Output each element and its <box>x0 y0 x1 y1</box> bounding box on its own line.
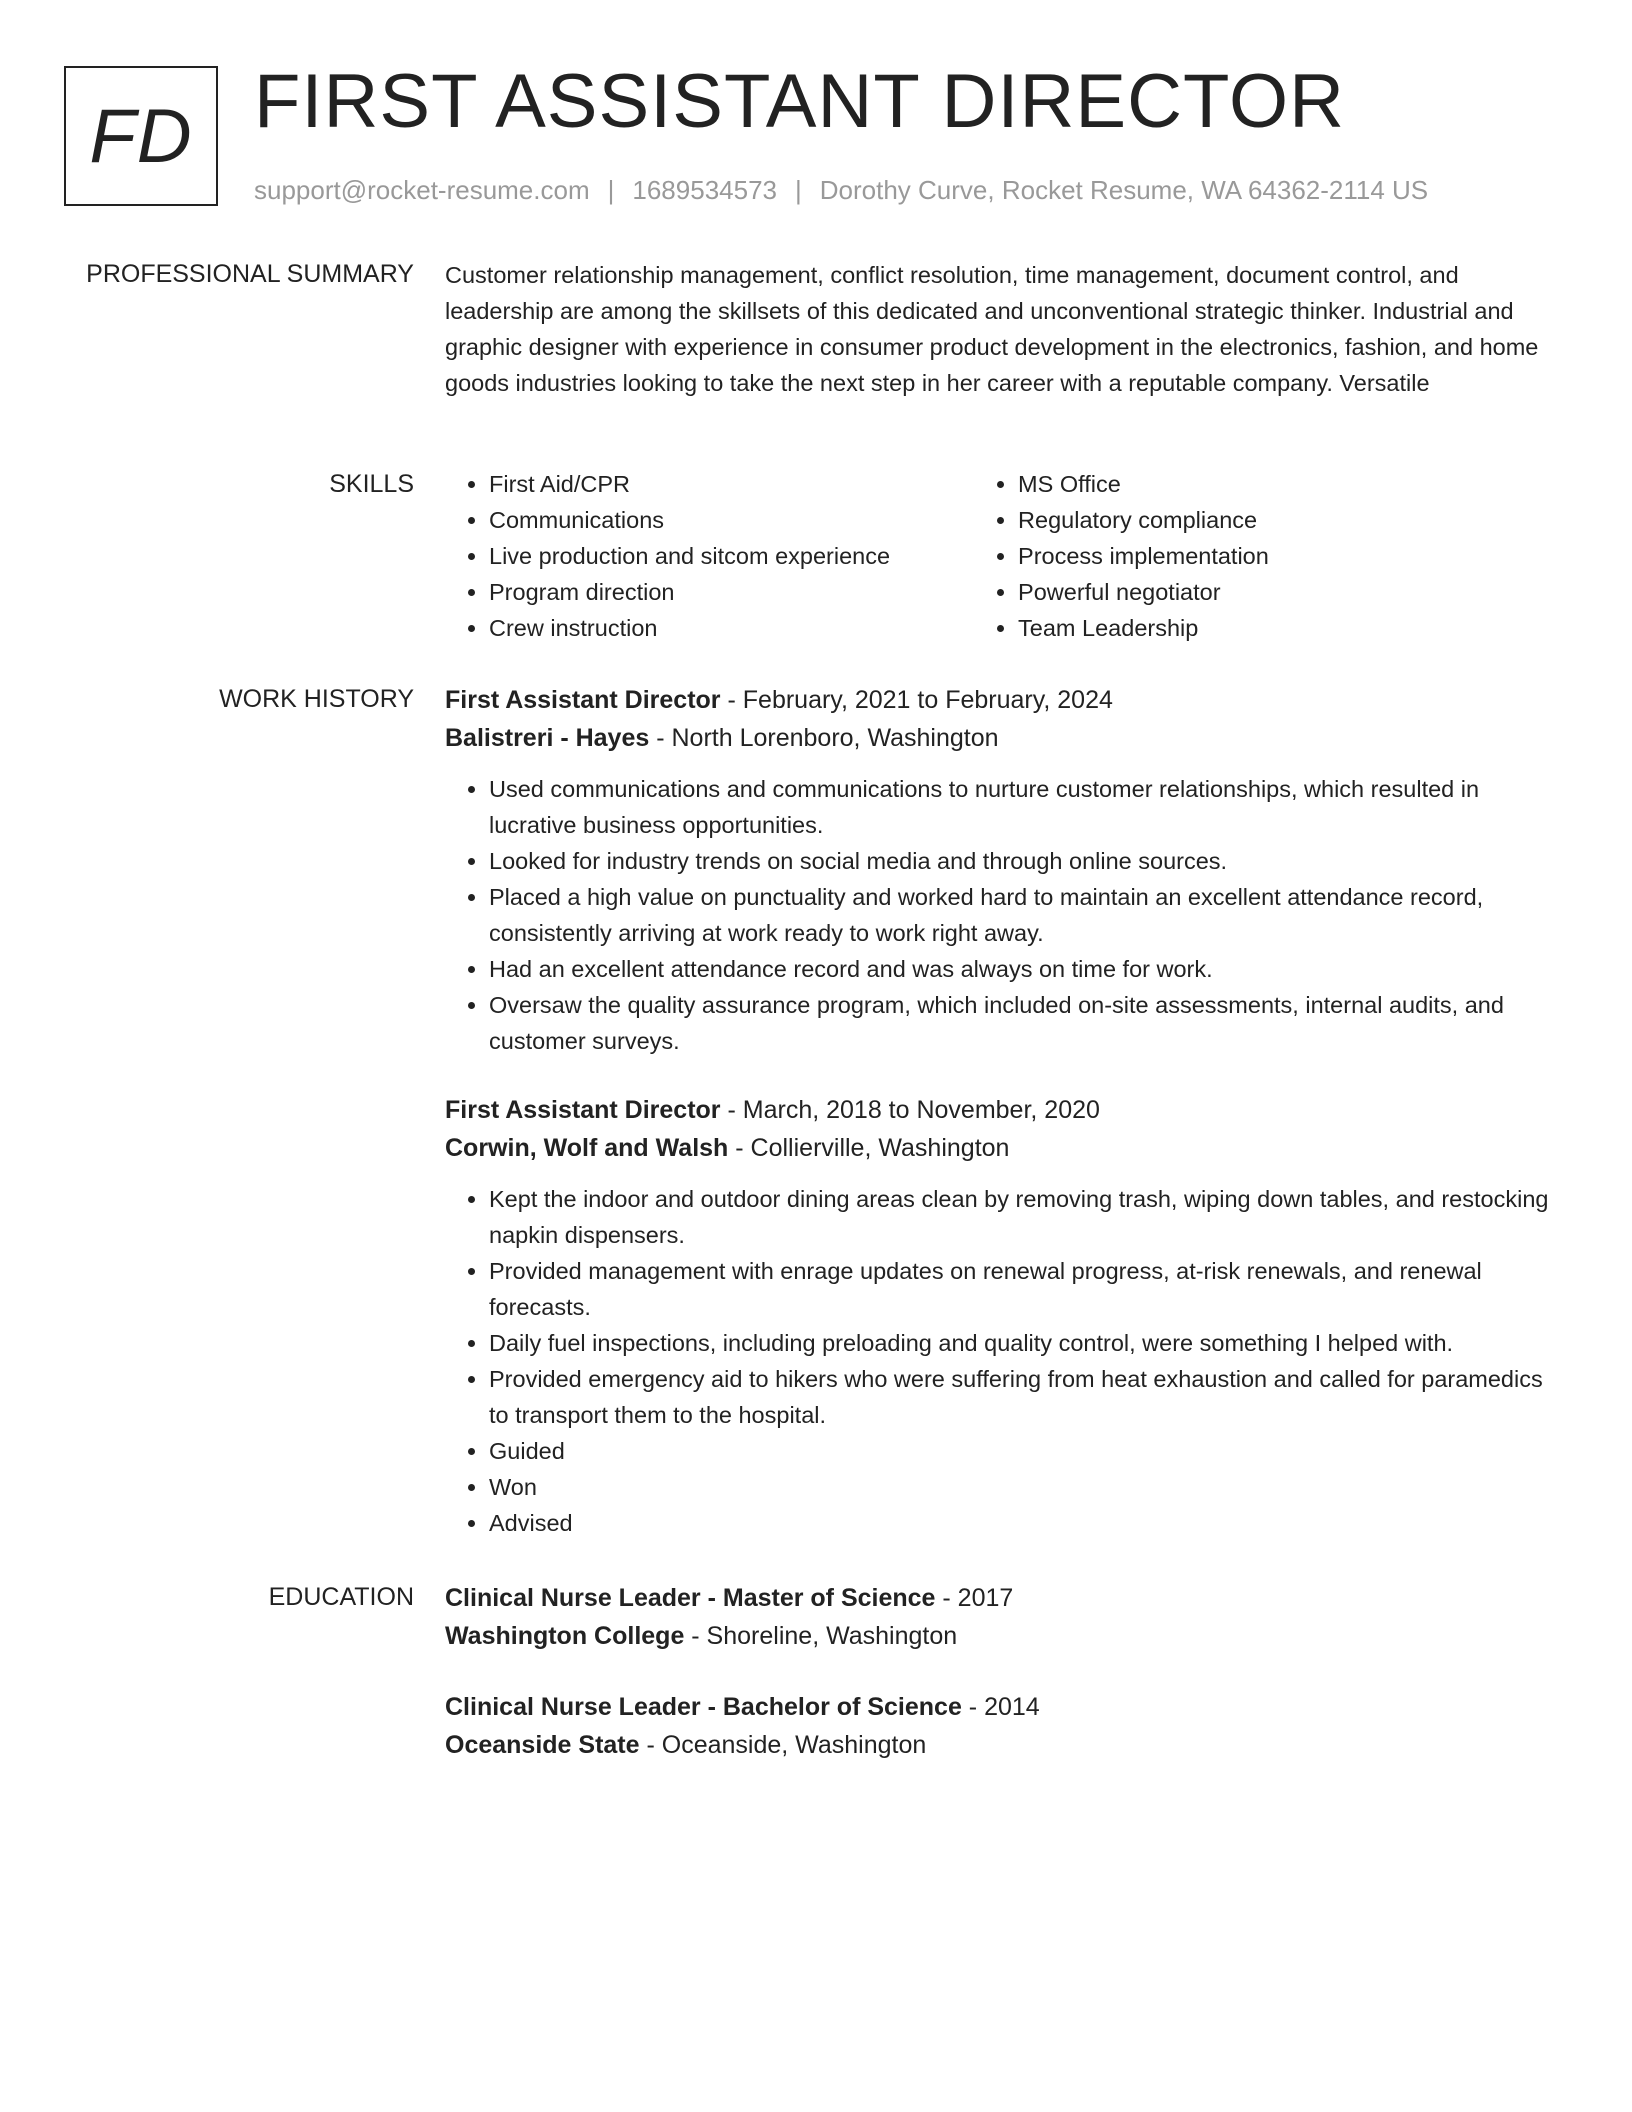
job-bullet: • Provided emergency aid to hikers who were suffering from heat exhaustion and called for paramedics to transport them to the hospital. <box>489 1361 1557 1433</box>
skill-item: • First Aid/CPR <box>489 466 974 502</box>
job-company-line <box>445 719 1557 757</box>
skills-label: SKILLS <box>329 470 414 498</box>
education-location: - Oceanside, Washington <box>639 1731 927 1759</box>
job-bullets <box>445 1181 1557 1541</box>
job-dates: - February, 2021 to February, 2024 <box>720 686 1113 714</box>
contact-address: Dorothy Curve, Rocket Resume, WA 64362-2114 US <box>819 175 1429 205</box>
contact-separator: | <box>607 175 615 205</box>
job-bullet: • Looked for industry trends on social media and through online sources. <box>489 843 1557 879</box>
job-title: First Assistant Director <box>445 1096 721 1124</box>
job-bullet: • Won <box>489 1469 1557 1505</box>
education-school-line <box>445 1726 1557 1764</box>
education-year: - 2014 <box>961 1693 1040 1721</box>
job-entry <box>445 1091 1557 1541</box>
job-bullet: • Advised <box>489 1505 1557 1541</box>
summary-label: PROFESSIONAL SUMMARY <box>86 260 414 288</box>
job-bullet: • Oversaw the quality assurance program, which included on-site assessments, internal audits, and customer surveys. <box>489 987 1557 1059</box>
job-bullet: • Used communications and communications to nurture customer relationships, which resulted in lucrative business opportunities. <box>489 771 1557 843</box>
education-degree-line <box>445 1579 1557 1617</box>
work-body <box>445 681 1557 1541</box>
education-school: Oceanside State <box>445 1731 640 1759</box>
resume-title: FIRST ASSISTANT DIRECTOR <box>254 59 1346 144</box>
contact-separator: | <box>795 175 802 205</box>
job-bullets <box>445 771 1557 1059</box>
education-entry <box>445 1579 1557 1655</box>
job-location: - North Lorenboro, Washington <box>649 724 999 752</box>
job-title: First Assistant Director <box>445 686 721 714</box>
job-bullet: • Guided <box>489 1433 1557 1469</box>
education-degree: Clinical Nurse Leader - Master of Science <box>445 1584 936 1612</box>
skill-item: • MS Office <box>1018 466 1557 502</box>
education-entry <box>445 1688 1557 1764</box>
job-bullet: • Kept the indoor and outdoor dining areas clean by removing trash, wiping down tables, and restocking napkin dispensers. <box>489 1181 1557 1253</box>
job-entry <box>445 681 1557 1059</box>
skill-item: • Live production and sitcom experience <box>489 538 974 574</box>
skills-column-right <box>974 466 1557 646</box>
skills-body <box>445 466 1557 646</box>
job-title-line <box>445 1091 1557 1129</box>
job-bullet: • Provided management with enrage updates on renewal progress, at-risk renewals, and renewal forecasts. <box>489 1253 1557 1325</box>
skill-item: • Team Leadership <box>1018 610 1557 646</box>
work-label: WORK HISTORY <box>219 685 414 713</box>
monogram: FD <box>64 66 218 206</box>
job-title-line <box>445 681 1557 719</box>
education-school-line <box>445 1617 1557 1655</box>
job-company: Balistreri - Hayes <box>445 724 650 752</box>
skill-item: • Process implementation <box>1018 538 1557 574</box>
education-year: - 2017 <box>935 1584 1014 1612</box>
skill-item: • Crew instruction <box>489 610 974 646</box>
education-location: - Shoreline, Washington <box>684 1622 958 1650</box>
summary-body <box>445 257 1557 401</box>
job-bullet: • Placed a high value on punctuality and worked hard to maintain an excellent attendance record, consistently arriving at work ready to work right away. <box>489 879 1557 951</box>
skill-item: • Program direction <box>489 574 974 610</box>
contact-phone: 1689534573 <box>632 175 777 205</box>
summary-text: Customer relationship management, conflict resolution, time management, document control, and leadership are among the skillsets of this dedicated and unconventional strategic thinker. Industrial and graphic designer with experience in consumer product development in the electronics, fashion, and home goods industries looking to take the next step in her career with a reputable company. Versatile <box>445 262 1539 396</box>
education-label: EDUCATION <box>268 1583 414 1611</box>
job-dates: - March, 2018 to November, 2020 <box>720 1096 1100 1124</box>
job-company: Corwin, Wolf and Walsh <box>445 1134 729 1162</box>
skills-column-left <box>445 466 974 646</box>
contact-email: support@rocket-resume.com <box>254 175 590 205</box>
contact-line <box>254 172 1428 208</box>
education-body <box>445 1579 1557 1764</box>
job-bullet: • Daily fuel inspections, including preloading and quality control, were something I helped with. <box>489 1325 1557 1361</box>
skill-item: • Communications <box>489 502 974 538</box>
education-school: Washington College <box>445 1622 685 1650</box>
education-degree-line <box>445 1688 1557 1726</box>
job-location: - Collierville, Washington <box>728 1134 1010 1162</box>
skill-item: • Powerful negotiator <box>1018 574 1557 610</box>
skill-item: • Regulatory compliance <box>1018 502 1557 538</box>
job-bullet: • Had an excellent attendance record and was always on time for work. <box>489 951 1557 987</box>
job-company-line <box>445 1129 1557 1167</box>
education-degree: Clinical Nurse Leader - Bachelor of Science <box>445 1693 962 1721</box>
